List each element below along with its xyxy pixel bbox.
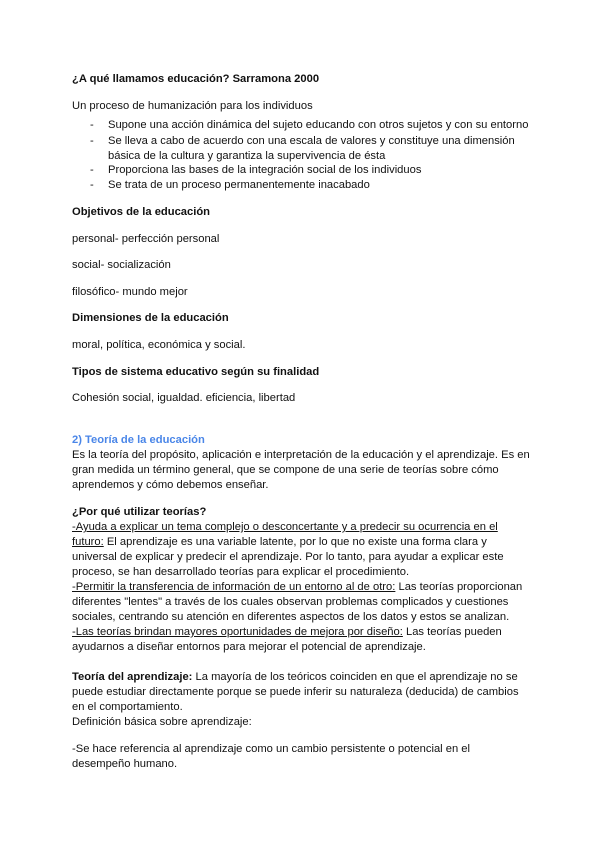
heading-que-llamamos-educacion: ¿A qué llamamos educación? Sarramona 2000 <box>72 73 320 85</box>
intro-text: Un proceso de humanización para los individuos <box>72 100 313 112</box>
porque-p1-underlined-end: futuro: <box>72 536 104 548</box>
porque-p3-rest: Las teorías pueden <box>402 626 502 638</box>
porque-p3-line: ayudarnos a diseñar entornos para mejorar el potencial de aprendizaje. <box>72 641 426 653</box>
bullet-marker: - <box>90 135 94 147</box>
porque-p3-line <box>72 625 502 640</box>
objetivo-item: personal- perfección personal <box>72 233 220 245</box>
bullet-marker: - <box>90 164 94 176</box>
aprendizaje-line: Definición básica sobre aprendizaje: <box>72 716 252 728</box>
teoria-line: Es la teoría del propósito, aplicación e interpretación de la educación y el aprendizaje. Es en <box>72 449 530 461</box>
porque-p1-line: proceso, se han desarrollado teorías para explicar el procedimiento. <box>72 566 410 578</box>
porque-p1-line <box>72 535 487 550</box>
dimensiones-title: Dimensiones de la educación <box>72 312 229 324</box>
definicion-line: -Se hace referencia al aprendizaje como un cambio persistente o potencial en el <box>72 743 471 755</box>
bullet-text: Supone una acción dinámica del sujeto educando con otros sujetos y con su entorno <box>108 119 529 131</box>
aprendizaje-line: puede estudiar directamente porque se puede inferir su naturaleza (deducida) de cambios <box>72 686 519 698</box>
aprendizaje-rest: La mayoría de los teóricos coinciden en que el aprendizaje no se <box>192 671 518 683</box>
bullet-marker: - <box>90 179 94 191</box>
bullet-marker: - <box>90 119 94 131</box>
tipos-title: Tipos de sistema educativo según su finalidad <box>72 366 320 378</box>
porque-p2-line: sociales, centrando su atención en diferentes aspectos de los datos y estos se analizan. <box>72 611 510 623</box>
porque-p1-rest: El aprendizaje es una variable latente, por lo que no existe una forma clara y <box>103 536 487 548</box>
definicion-line: desempeño humano. <box>72 758 178 770</box>
porque-p1-underlined: -Ayuda a explicar un tema complejo o desconcertante y a predecir su ocurrencia en el <box>72 521 498 533</box>
porque-p1-line: universal de explicar y predecir el aprendizaje. Por lo tanto, para ayudar a explicar este <box>72 551 504 563</box>
aprendizaje-label: Teoría del aprendizaje: <box>72 671 193 683</box>
bullet-text-cont: básica de la cultura y garantiza la supervivencia de ésta <box>108 150 386 162</box>
objetivo-item: filosófico- mundo mejor <box>72 286 188 298</box>
porque-p2-rest: Las teorías proporcionan <box>395 581 523 593</box>
teoria-line: gran medida un término general, que se compone de una serie de teorías sobre cómo <box>72 464 499 476</box>
aprendizaje-line <box>72 670 518 685</box>
porque-p2-line <box>72 580 522 595</box>
teoria-title: 2) Teoría de la educación <box>72 434 205 446</box>
bullet-text: Se lleva a cabo de acuerdo con una escala de valores y constituye una dimensión <box>108 135 515 147</box>
aprendizaje-line: en el comportamiento. <box>72 701 183 713</box>
objetivo-item: social- socialización <box>72 259 171 271</box>
bullet-text: Proporciona las bases de la integración social de los individuos <box>108 164 422 176</box>
porque-p2-line: diferentes "lentes" a través de los cuales observan problemas complicados y cuestiones <box>72 596 509 608</box>
teoria-line: aprendemos y cómo debemos enseñar. <box>72 479 269 491</box>
bullet-text: Se trata de un proceso permanentemente inacabado <box>108 179 370 191</box>
porque-title: ¿Por qué utilizar teorías? <box>72 506 207 518</box>
porque-p3-underlined: -Las teorías brindan mayores oportunidades de mejora por diseño: <box>72 626 403 638</box>
porque-p2-underlined: -Permitir la transferencia de información de un entorno al de otro: <box>72 581 396 593</box>
objetivos-title: Objetivos de la educación <box>72 206 211 218</box>
dimensiones-text: moral, política, económica y social. <box>72 339 246 351</box>
tipos-text: Cohesión social, igualdad. eficiencia, libertad <box>72 392 296 404</box>
